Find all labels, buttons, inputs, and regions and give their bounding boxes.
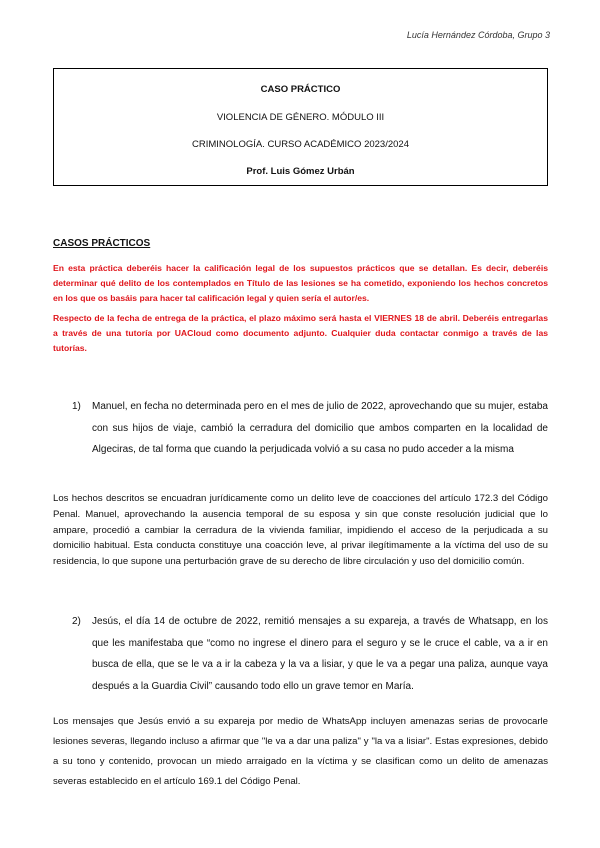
author-header: Lucía Hernández Córdoba, Grupo 3 <box>406 30 550 40</box>
title-course: CRIMINOLOGÍA. CURSO ACADÉMICO 2023/2024 <box>192 139 409 150</box>
case-item <box>72 396 548 461</box>
case-number: 2) <box>72 616 81 627</box>
instructions-paragraph-2: Respecto de la fecha de entrega de la práctica, el plazo máximo será hasta el VIERNES 18 de abril. Deberéis entregarlas a través de una tutoría por UACloud como documento adjunto. Cualquier duda contactar conmigo a través de las tutorías. <box>53 313 548 353</box>
case-resolution: Los hechos descritos se encuadran jurídicamente como un delito leve de coacciones del artículo 172.3 del Código Penal. Manuel, aprovechando la ausencia temporal de su esposa y sin que conste resolución judicial que lo ampare, procedió a cambiar la cerradura de la vivienda familiar, impidiendo el acceso de la perjudicada a su domicilio habitual. Esta conducta constituye una coacción leve, al privar ilegítimamente a la víctima del uso de su residencia, lo que supone una perturbación grave de su derecho de libre circulación y uso del domicilio común. <box>53 493 548 568</box>
instructions-paragraph-1: En esta práctica deberéis hacer la calificación legal de los supuestos prácticos que se detallan. Es decir, deberéis determinar qué delito de los contemplados en Título de las lesiones se ha cometido, exponiendo los hechos concretos en los que os basáis para hacer tal calificación legal y quien sería el autor/es. <box>53 263 548 303</box>
case-text: Jesús, el día 14 de octubre de 2022, remitió mensajes a su expareja, a través de Whatsapp, en los que les manifestaba que “como no ingrese el dinero para el seguro y se le cruce el cable, va a ir en busca de ella, que se le va a ir la cabeza y la va a lisiar, y que le va a pegar una paliza, aunque vaya después a la Guardia Civil” causando todo ello un grave temor en María. <box>92 616 548 692</box>
title-case: CASO PRÁCTICO <box>260 84 341 95</box>
title-professor: Prof. Luis Gómez Urbán <box>246 166 355 177</box>
case-resolution: Los mensajes que Jesús envió a su expareja por medio de WhatsApp incluyen amenazas serias de provocarle lesiones severas, llegando incluso a afirmar que "le va a dar una paliza" y "la va a lisiar". Estas expresiones, debido a su tono y contenido, provocan un miedo arraigado en la víctima y se clasifican como un delito de amenazas severas establecido en el artículo 169.1 del Código Penal. <box>53 716 548 787</box>
case-item <box>72 611 548 697</box>
case-text: Manuel, en fecha no determinada pero en el mes de julio de 2022, aprovechando que su mujer, estaba con sus hijos de viaje, cambió la cerradura del domicilio que ambos comparten en la localidad de Algeciras, de tal forma que cuando la perjudicada volvió a su casa no pudo acceder a la misma <box>92 401 548 455</box>
title-module: VIOLENCIA DE GÉNERO. MÓDULO III <box>216 112 385 123</box>
case-number: 1) <box>72 401 81 412</box>
section-title: CASOS PRÁCTICOS <box>53 238 151 249</box>
title-box <box>53 68 548 186</box>
